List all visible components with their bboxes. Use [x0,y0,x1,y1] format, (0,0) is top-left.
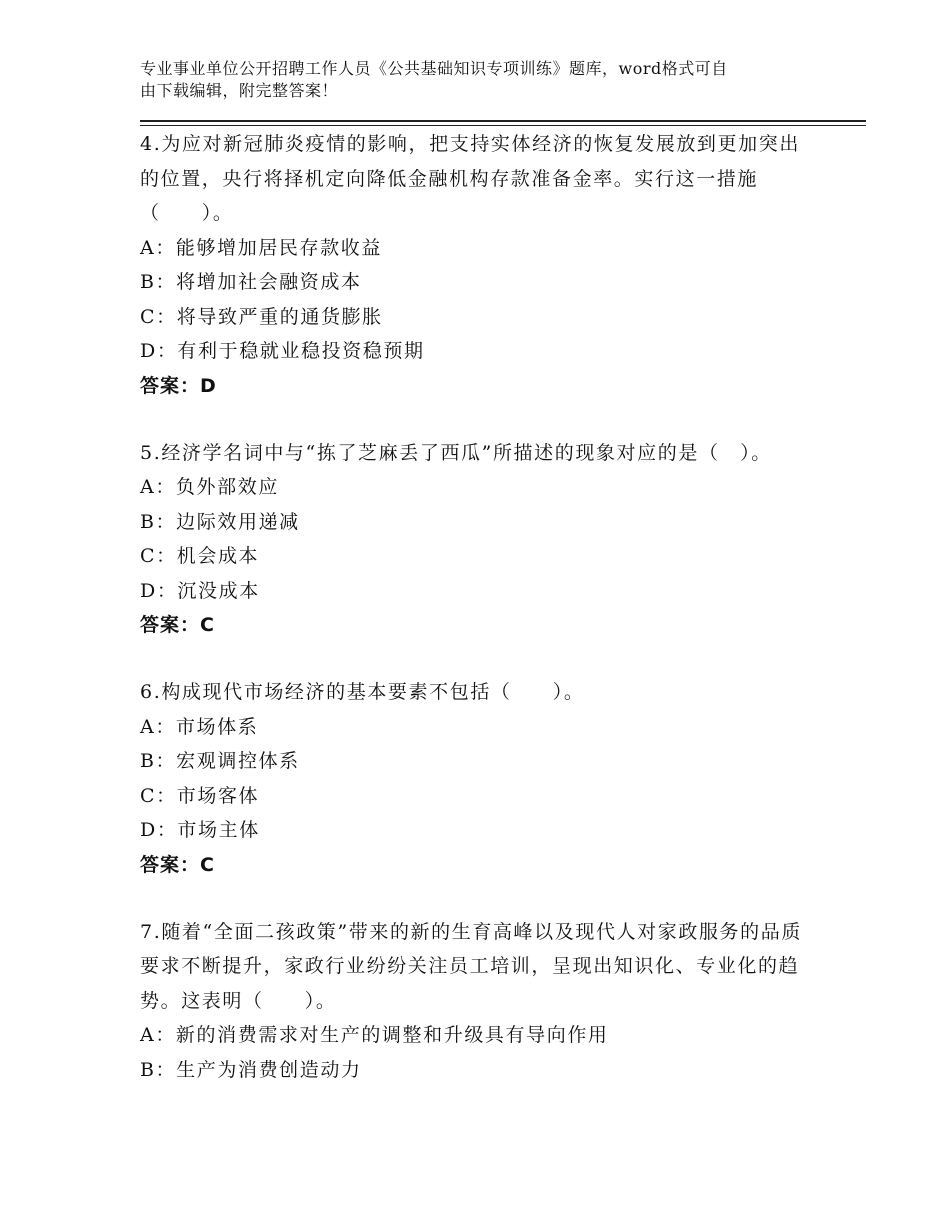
option-a: A：负外部效应 [140,476,279,498]
option-c: C：机会成本 [140,545,260,567]
answer: 答案：D [140,374,217,397]
document-header [140,58,820,102]
option-a: A：能够增加居民存款收益 [140,236,382,259]
option-a: A：市场体系 [140,715,259,738]
option-c: C：将导致严重的通货膨胀 [140,305,383,328]
option-a: A：新的消费需求对生产的调整和升级具有导向作用 [140,1024,609,1046]
option-d: D：沉没成本 [140,579,260,602]
option-b: B：生产为消费创造动力 [140,1058,362,1081]
header-line-2: 由下载编辑，附完整答案！ [140,81,339,100]
option-b: B：边际效用递减 [140,510,300,533]
question-5 [140,436,820,643]
header-rule-thin [140,125,866,126]
answer: 答案：C [140,853,215,876]
option-c: C：市场客体 [140,784,260,807]
question-7 [140,915,820,1088]
question-stem: 7.随着“全面二孩政策”带来的新的生育高峰以及现代人对家政服务的品质要求不断提升，家政行业纷纷关注员工培训，呈现出知识化、专业化的趋势。这表明（ ）。 [140,920,802,1012]
question-stem: 4.为应对新冠肺炎疫情的影响，把支持实体经济的恢复发展放到更加突出的位置，央行将择机定向降低金融机构存款准备金率。实行这一措施（ ）。 [140,133,800,224]
question-stem: 6.构成现代市场经济的基本要素不包括（ ）。 [140,681,585,703]
option-d: D：有利于稳就业稳投资稳预期 [140,340,425,362]
option-d: D：市场主体 [140,819,260,841]
answer: 答案：C [140,614,215,636]
question-stem: 5.经济学名词中与“拣了芝麻丢了西瓜”所描述的现象对应的是（ ）。 [140,441,772,464]
option-b: B：宏观调控体系 [140,750,300,772]
header-line-1: 专业事业单位公开招聘工作人员《公共基础知识专项训练》题库，word格式可自 [140,59,728,78]
question-4 [140,127,820,403]
question-list [140,127,820,1120]
header-rule-thick [140,120,866,122]
question-6 [140,675,820,882]
option-b: B：将增加社会融资成本 [140,271,362,293]
